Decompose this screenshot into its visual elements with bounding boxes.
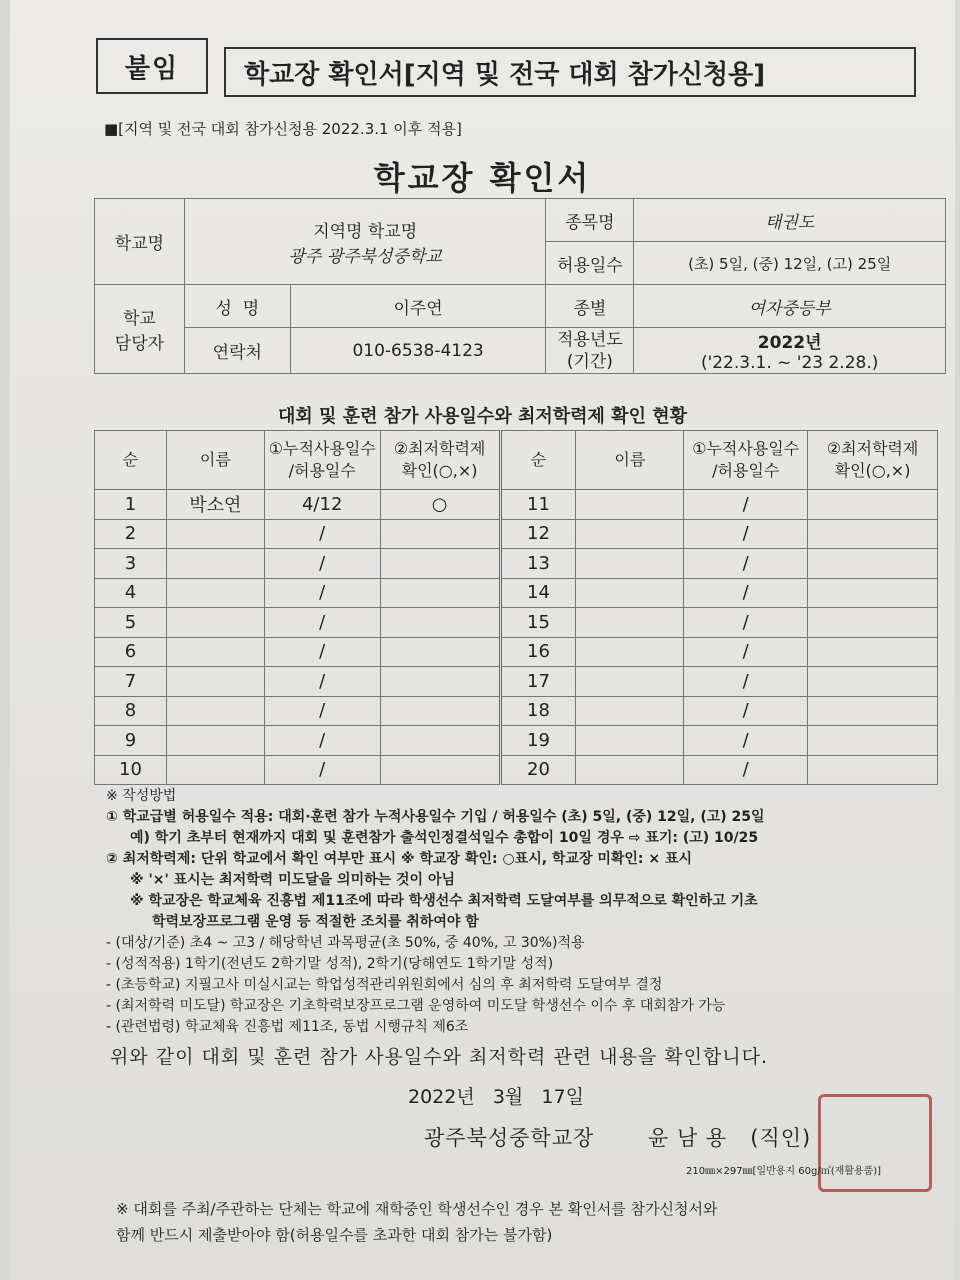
apply-note: ■[지역 및 전국 대회 참가신청용 2022.3.1 이후 적용]	[104, 120, 462, 138]
table-row	[95, 578, 938, 608]
note-1: ① 학교급별 허용일수 적용: 대회·훈련 참가 누적사용일수 기입 / 허용일수 (초) 5일, (중) 12일, (고) 25일	[106, 809, 765, 825]
cell-no: 17	[500, 667, 576, 697]
attachment-tag: 붙임	[96, 38, 208, 94]
principal-signature-line: 광주북성중학교장 윤 남 용 (직인)	[424, 1126, 812, 1150]
manager-label: 학교 담당자	[95, 285, 185, 374]
cell-no: 15	[500, 608, 576, 638]
cell-days: 4/12	[264, 490, 380, 520]
cell-name	[166, 667, 264, 697]
cell-name	[576, 637, 684, 667]
cell-days: /	[264, 726, 380, 756]
cell-days: /	[684, 755, 808, 785]
cell-name	[576, 519, 684, 549]
cell-days: /	[684, 696, 808, 726]
cell-no: 4	[95, 578, 167, 608]
note-3: ※ '×' 표시는 최저학력 미도달을 의미하는 것이 아님	[130, 872, 455, 888]
usage-status-table	[94, 430, 938, 785]
cell-days: /	[684, 667, 808, 697]
cell-name	[166, 578, 264, 608]
year-value: 2022년	[757, 333, 822, 353]
cell-min	[380, 667, 500, 697]
cell-no: 19	[500, 726, 576, 756]
cell-days: /	[684, 578, 808, 608]
cell-min	[380, 696, 500, 726]
table-row	[95, 549, 938, 579]
cell-days: /	[684, 608, 808, 638]
note-4-cont: 학력보장프로그램 운영 등 적절한 조치를 취하여야 함	[152, 914, 479, 930]
cell-days: /	[264, 755, 380, 785]
table-row	[95, 755, 938, 785]
header-name: 이름	[166, 431, 264, 490]
cell-min	[380, 726, 500, 756]
cell-name	[166, 726, 264, 756]
cell-min	[808, 519, 938, 549]
cell-no: 11	[500, 490, 576, 520]
cell-no: 6	[95, 637, 167, 667]
header-min-academic: ②최저학력제 확인(○,×)	[380, 431, 500, 490]
division-label: 종별	[546, 285, 634, 328]
header-days: ①누적사용일수 /허용일수	[264, 431, 380, 490]
cell-no: 16	[500, 637, 576, 667]
cell-min	[808, 549, 938, 579]
header-no: 순	[95, 431, 167, 490]
school-name-label: 학교명	[95, 199, 185, 285]
detail-1: - (대상/기준) 초4 ~ 고3 / 해당학년 과목평균(초 50%, 중 40%, 고 30%)적용	[106, 935, 585, 951]
cell-days: /	[684, 519, 808, 549]
official-seal-stamp	[818, 1094, 932, 1192]
detail-5: - (관련법령) 학교체육 진흥법 제11조, 동법 시행규칙 제6조	[106, 1019, 469, 1035]
cell-name	[166, 549, 264, 579]
issue-date: 2022년 3월 17일	[408, 1086, 584, 1108]
confirmation-statement: 위와 같이 대회 및 훈련 참가 사용일수와 최저학력 관련 내용을 확인합니다.	[110, 1046, 769, 1068]
cell-name	[576, 667, 684, 697]
cell-days: /	[264, 696, 380, 726]
contact-label: 연락처	[184, 328, 290, 374]
paper-size-note: 210㎜×297㎜[일반용지 60g/㎡(재활용품)]	[686, 1166, 882, 1177]
cell-min	[808, 755, 938, 785]
table-row	[95, 608, 938, 638]
cell-min	[808, 696, 938, 726]
cell-days: /	[684, 549, 808, 579]
school-name-sub: 지역명 학교명	[313, 221, 418, 242]
event-value: 태권도	[634, 199, 946, 242]
table-row	[95, 696, 938, 726]
document-page	[10, 0, 955, 1280]
cell-no: 12	[500, 519, 576, 549]
cell-days: /	[264, 549, 380, 579]
cell-days: /	[264, 578, 380, 608]
cell-no: 20	[500, 755, 576, 785]
cell-no: 2	[95, 519, 167, 549]
manager-name-value: 이주연	[290, 285, 546, 328]
cell-days: /	[684, 637, 808, 667]
cell-min	[808, 608, 938, 638]
cell-name	[166, 608, 264, 638]
table-row	[95, 726, 938, 756]
cell-name	[576, 696, 684, 726]
cell-name	[166, 755, 264, 785]
header-days: ①누적사용일수 /허용일수	[684, 431, 808, 490]
cell-no: 5	[95, 608, 167, 638]
detail-4: - (최저학력 미도달) 학교장은 기초학력보장프로그램 운영하여 미도달 학생선수 이수 후 대회참가 가능	[106, 998, 726, 1014]
school-name-cell	[184, 199, 546, 285]
document-title: 학교장 확인서	[373, 159, 592, 197]
event-label: 종목명	[546, 199, 634, 242]
cell-days: /	[264, 637, 380, 667]
cell-name	[576, 608, 684, 638]
cell-no: 3	[95, 549, 167, 579]
footnote: ※ 대회를 주최/주관하는 단체는 학교에 재학중인 학생선수인 경우 본 확인서를 참가신청서와 함께 반드시 제출받아야 함(허용일수를 초과한 대회 참가는 불가함)	[116, 1200, 718, 1244]
cell-min	[808, 490, 938, 520]
cell-days: /	[264, 608, 380, 638]
allowed-days-value: (초) 5일, (중) 12일, (고) 25일	[634, 242, 946, 285]
table-row	[95, 637, 938, 667]
allowed-days-label: 허용일수	[546, 242, 634, 285]
cell-no: 1	[95, 490, 167, 520]
header-min-academic: ②최저학력제 확인(○,×)	[808, 431, 938, 490]
cell-days: /	[684, 726, 808, 756]
cell-min	[380, 608, 500, 638]
cell-no: 9	[95, 726, 167, 756]
form-header-title: 학교장 확인서[지역 및 전국 대회 참가신청용]	[224, 47, 916, 97]
cell-name: 박소연	[166, 490, 264, 520]
table-row	[95, 490, 938, 520]
cell-min	[380, 519, 500, 549]
cell-min	[808, 726, 938, 756]
table-row	[95, 519, 938, 549]
header-name: 이름	[576, 431, 684, 490]
school-name-value: 광주 광주북성중학교	[288, 246, 442, 267]
cell-no: 14	[500, 578, 576, 608]
school-info-table	[94, 198, 946, 374]
cell-no: 7	[95, 667, 167, 697]
notes-heading: ※ 작성방법	[106, 788, 177, 804]
contact-value: 010-6538-4123	[290, 328, 546, 374]
year-cell	[634, 328, 946, 374]
instructions	[106, 786, 946, 1038]
cell-no: 13	[500, 549, 576, 579]
note-2: ② 최저학력제: 단위 학교에서 확인 여부만 표시 ※ 학교장 확인: ○표시, 학교장 미확인: × 표시	[106, 851, 693, 867]
cell-name	[576, 578, 684, 608]
cell-name	[576, 490, 684, 520]
cell-name	[166, 696, 264, 726]
note-4: ※ 학교장은 학교체육 진흥법 제11조에 따라 학생선수 최저학력 도달여부를 의무적으로 확인하고 기초	[130, 893, 758, 909]
cell-no: 8	[95, 696, 167, 726]
period-value: ('22.3.1. ~ '23 2.28.)	[700, 353, 879, 373]
header-no: 순	[500, 431, 576, 490]
cell-min	[808, 578, 938, 608]
detail-3: - (초등학교) 지필고사 미실시교는 학업성적관리위원회에서 심의 후 최저학력 도달여부 결정	[106, 977, 663, 993]
cell-min	[380, 755, 500, 785]
cell-min	[380, 578, 500, 608]
manager-name-label: 성 명	[184, 285, 290, 328]
division-value: 여자중등부	[634, 285, 946, 328]
cell-name	[576, 755, 684, 785]
cell-name	[166, 637, 264, 667]
cell-min	[380, 637, 500, 667]
cell-no: 10	[95, 755, 167, 785]
year-label: 적용년도 (기간)	[546, 328, 634, 374]
cell-no: 18	[500, 696, 576, 726]
cell-days: /	[264, 519, 380, 549]
cell-name	[576, 549, 684, 579]
cell-min	[808, 667, 938, 697]
cell-name	[166, 519, 264, 549]
cell-min: ○	[380, 490, 500, 520]
table-row	[95, 667, 938, 697]
detail-2: - (성적적용) 1학기(전년도 2학기말 성적), 2학기(당해연도 1학기말 성적)	[106, 956, 554, 972]
cell-min	[808, 637, 938, 667]
cell-days: /	[684, 490, 808, 520]
status-section-title: 대회 및 훈련 참가 사용일수와 최저학력제 확인 현황	[277, 406, 687, 427]
note-1-example: 예) 학기 초부터 현재까지 대회 및 훈련참가 출석인정결석일수 총합이 10일 경우 ⇨ 표기: (고) 10/25	[130, 830, 759, 846]
cell-days: /	[264, 667, 380, 697]
cell-min	[380, 549, 500, 579]
cell-name	[576, 726, 684, 756]
